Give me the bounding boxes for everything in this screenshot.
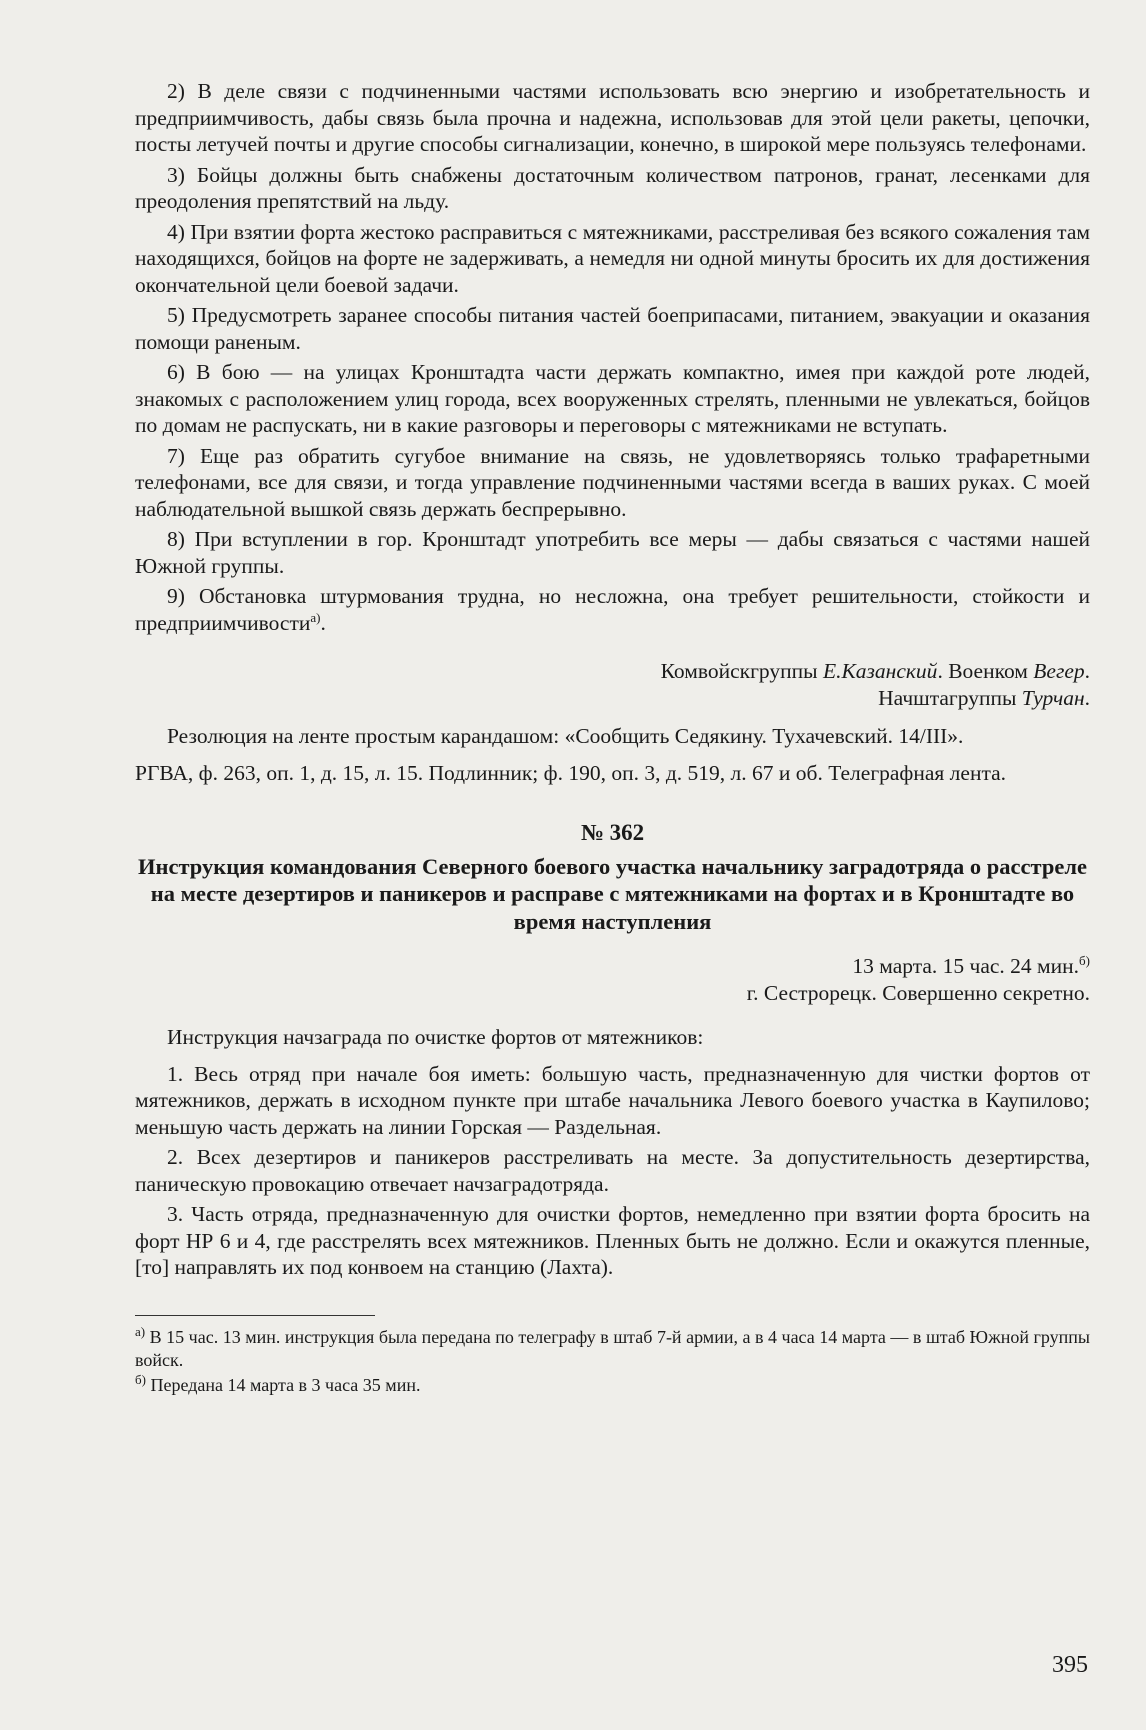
instruction-item-1: 1. Весь отряд при начале боя иметь: большую часть, предназначенную для чистки фортов от мятежников, держать в исходном пункте при штабе начальника Левого боевого участка в Каупилово; меньшую часть держать на линии Горская — Раздельная. [135, 1061, 1090, 1139]
archive-reference: РГВА, ф. 263, оп. 1, д. 15, л. 15. Подлинник; ф. 190, оп. 3, д. 519, л. 67 и об. Телеграфная лента. [135, 760, 1007, 785]
footnote-a [135, 1323, 1090, 1372]
signature-line-2 [135, 685, 1090, 712]
paragraph-item-4: 4) При взятии форта жестоко расправиться с мятежниками, расстреливая без всякого сожаления там находящихся, бойцов на форте не задерживать, а немедля ни одной минуты бросить их для достижения окончательной цели боевой задачи. [135, 219, 1090, 297]
paragraph-item-9 [135, 583, 1090, 636]
signature-line-1 [135, 658, 1090, 685]
document-date [135, 953, 1090, 980]
signature-end-1: . [1084, 659, 1090, 683]
item-9-end: . [320, 610, 326, 635]
signature-role-3: Начштагруппы [878, 685, 1022, 710]
footnote-ref-a: а) [310, 609, 321, 625]
signature-name-turchan: Турчан [1021, 685, 1085, 710]
signature-name-kazansky: Е.Казанский [822, 659, 938, 683]
page-content [135, 78, 1090, 1399]
page-number: 395 [1052, 1652, 1088, 1678]
document-number: № 362 [580, 820, 645, 845]
footnote-text-b: Передана 14 марта в 3 часа 35 мин. [145, 1374, 421, 1395]
paragraph-item-3: 3) Бойцы должны быть снабжены достаточным количеством патронов, гранат, лесенками для преодоления препятствий на льду. [135, 162, 1090, 213]
footnote-text-a: В 15 час. 13 мин. инструкция была передана по телеграфу в штаб 7-й армии, а в 4 часа 14 марта — в штаб Южной группы войск. [135, 1326, 1090, 1370]
footnote-b [135, 1371, 1090, 1397]
signature-role-2: . Военком [937, 659, 1034, 683]
instruction-item-2: 2. Всех дезертиров и паникеров расстреливать на месте. За допустительность дезертирства, паническую провокацию отвечает начзаградотряда. [135, 1145, 1090, 1196]
signature-end-2: . [1084, 685, 1090, 710]
paragraph-item-8: 8) При вступлении в гор. Кронштадт употребить все меры — дабы связаться с частями нашей Южной группы. [135, 527, 1090, 578]
footnote-divider [135, 1315, 375, 1316]
resolution-note: Резолюция на ленте простым карандашом: «Сообщить Седякину. Тухачевский. 14/III». [167, 724, 964, 748]
instruction-intro: Инструкция начзаграда по очистке фортов от мятежников: [167, 1025, 704, 1049]
footnote-mark-b: б) [135, 1371, 146, 1387]
paragraph-item-7: 7) Еще раз обратить сугубое внимание на связь, не удовлетворяясь только трафаретными телефонами, все для связи, и тогда управление подчиненными частями всегда в ваших руках. С моей наблюдательной вышкой связь держать беспрерывно. [135, 443, 1090, 521]
paragraph-item-2: 2) В деле связи с подчиненными частями использовать всю энергию и изобретательность и предприимчивость, дабы связь была прочна и надежна, использовав для этой цели ракеты, цепочки, посты летучей почты и другие способы сигнализации, конечно, в широкой мере пользуясь телефонами. [135, 79, 1090, 156]
footnote-ref-b: б) [1079, 952, 1090, 968]
footnote-mark-a: а) [135, 1323, 146, 1339]
paragraph-item-5: 5) Предусмотреть заранее способы питания частей боеприпасами, питанием, эвакуации и оказания помощи раненым. [135, 303, 1090, 354]
document-date-text: 13 марта. 15 час. 24 мин. [852, 954, 1080, 978]
instruction-item-3: 3. Часть отряда, предназначенную для очистки фортов, немедленно при взятии форта бросить на форт НР 6 и 4, где расстрелять всех мятежников. Пленных быть не должно. Если и окажутся пленные, [то] направлять их под конвоем на станцию (Лахта). [135, 1202, 1090, 1279]
document-place: г. Сестрорецк. Совершенно секретно. [746, 980, 1090, 1005]
item-9-text: 9) Обстановка штурмования трудна, но несложна, она требует решительности, стойкости и предприимчивости [135, 584, 1090, 635]
paragraph-item-6: 6) В бою — на улицах Кронштадта части держать компактно, имея при каждой роте людей, знакомых с расположением улиц города, всех вооруженных стрелять, пленными не увлекаться, бойцов по домам не распускать, ни в какие разговоры и переговоры с мятежниками не вступать. [135, 360, 1090, 437]
signature-name-veger: Вегер [1033, 659, 1085, 683]
signature-role-1: Комвойскгруппы [660, 659, 823, 683]
document-title: Инструкция командования Северного боевого участка начальнику заградотряда о расстреле на месте дезертиров и паникеров и расправе с мятежниками на фортах и в Кронштадте во время наступления [138, 853, 1087, 934]
